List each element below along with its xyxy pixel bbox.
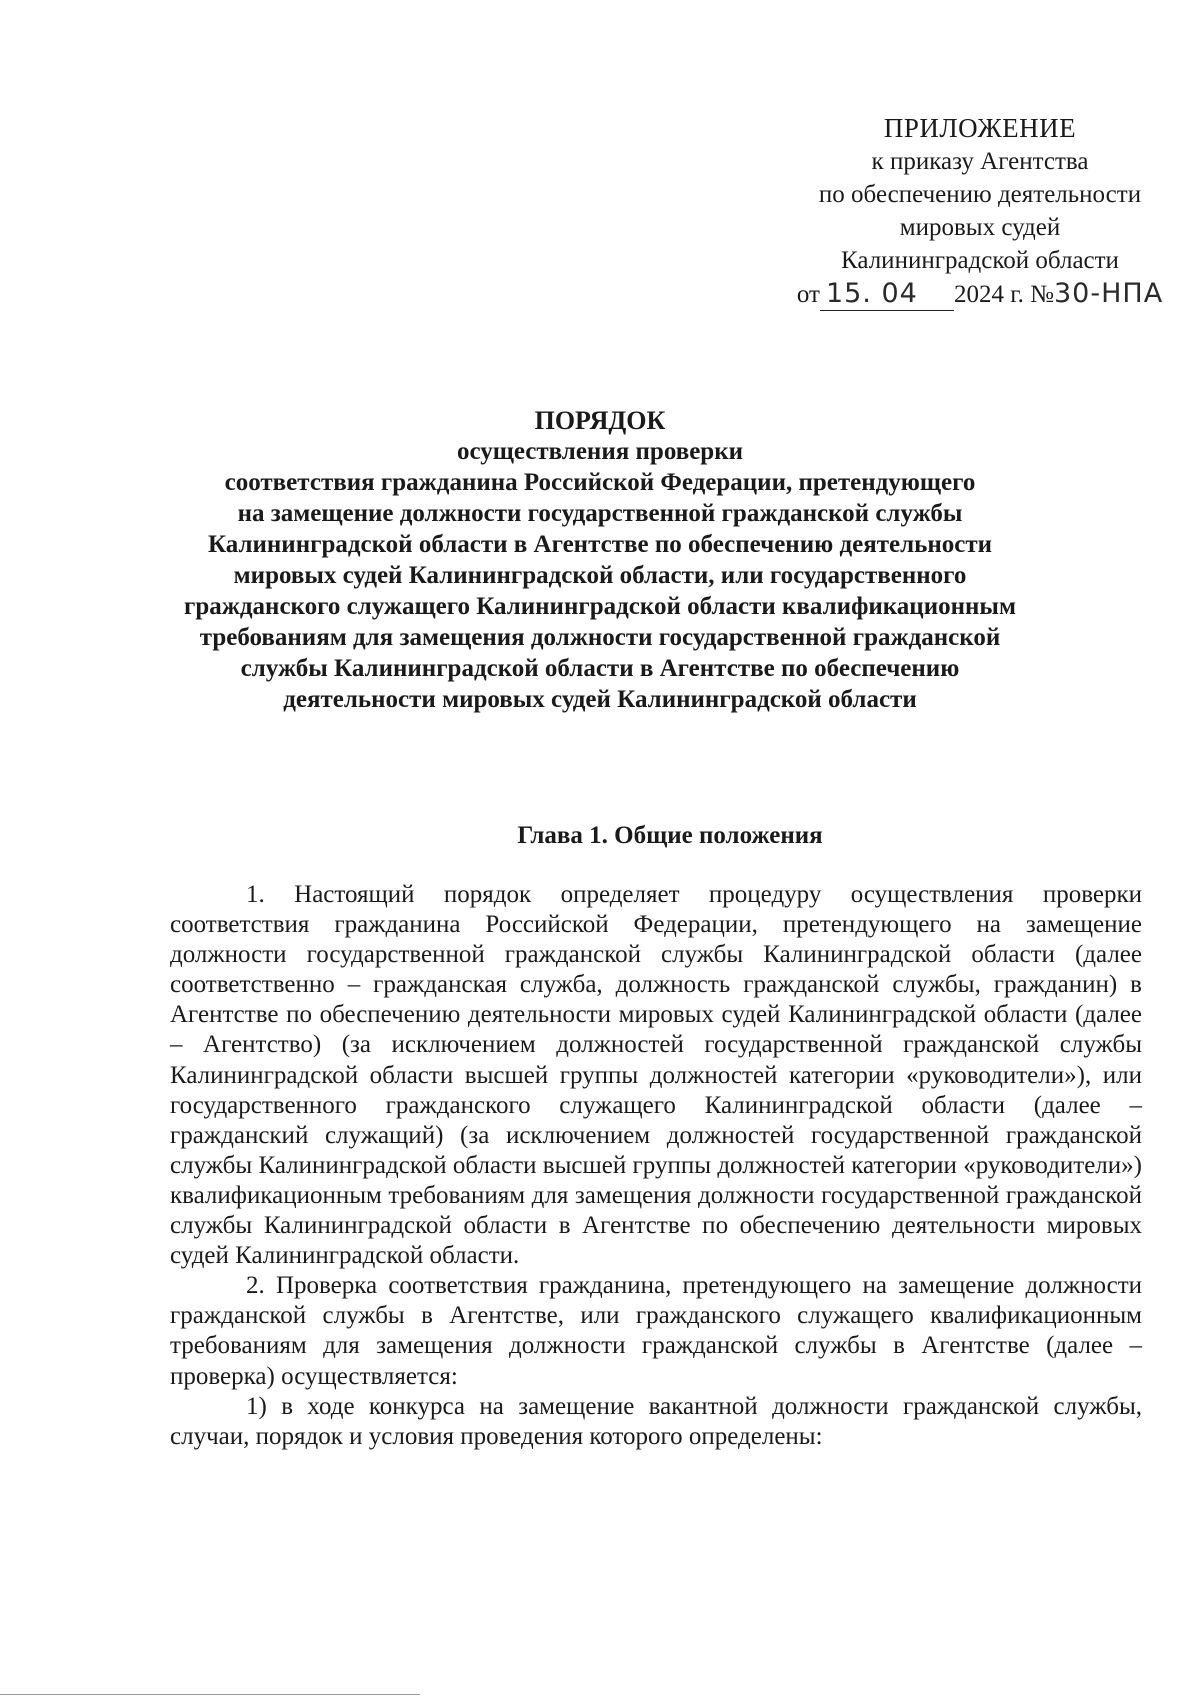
title-line: службы Калининградской области в Агентстве по обеспечению bbox=[240, 655, 960, 682]
date-year: 2024 г. № bbox=[953, 281, 1054, 308]
document-body bbox=[170, 880, 1142, 1452]
title-line: требованиям для замещения должности государственной гражданской bbox=[199, 624, 1001, 651]
paragraph-1: 1. Настоящий порядок определяет процедуру осуществления проверки соответствия гражданина Российской Федерации, претендующего на замещение должности государственной гражданской службы Калининградской области (далее соответственно – гражданская служба, должность гражданской службы, гражданин) в Агентстве по обеспечению деятельности мировых судей Калининградской области (далее – Агентство) (за исключением должностей государственной гражданской службы Калининградской области высшей группы должностей категории «руководители»), или государственного гражданского служащего Калининградской области (далее – гражданский служащий) (за исключением должностей государственной гражданской службы Калининградской области высшей группы должностей категории «руководители») квалификационным требованиям для замещения должности государственной гражданской службы Калининградской области в Агентстве по обеспечению деятельности мировых судей Калининградской области. bbox=[170, 881, 1142, 1270]
order-date-line bbox=[760, 277, 1200, 311]
appendix-header bbox=[760, 112, 1200, 311]
appendix-line-1: к приказу Агентства bbox=[871, 148, 1089, 175]
appendix-line-3: мировых судей bbox=[899, 214, 1061, 241]
paragraph-2: 2. Проверка соответствия гражданина, претендующего на замещение должности гражданской службы в Агентстве, или гражданского служащего квалификационным требованиям для замещения должности гражданской службы в Агентстве (далее – проверка) осуществляется: bbox=[170, 1272, 1142, 1390]
paragraph-item-1: 1) в ходе конкурса на замещение вакантной должности гражданской службы, случаи, порядок и условия проведения которого определены: bbox=[170, 1392, 1142, 1450]
title-line: соответствия гражданина Российской Федерации, претендующего bbox=[224, 469, 976, 496]
chapter-heading: Глава 1. Общие положения bbox=[517, 822, 823, 849]
title-line: осуществления проверки bbox=[456, 438, 744, 465]
title-line: гражданского служащего Калининградской области квалификационным bbox=[184, 593, 1016, 620]
date-prefix: от bbox=[796, 281, 820, 308]
appendix-title: ПРИЛОЖЕНИЕ bbox=[883, 113, 1077, 143]
footer-divider bbox=[0, 1694, 420, 1695]
appendix-line-2: по обеспечению деятельности bbox=[818, 181, 1142, 208]
title-line: деятельности мировых судей Калининградской области bbox=[283, 686, 917, 713]
title-line: на замещение должности государственной гражданской службы bbox=[237, 500, 963, 527]
title-main: ПОРЯДОК bbox=[534, 406, 666, 435]
handwritten-order-number: 30-НПА bbox=[1053, 278, 1164, 309]
handwritten-date: 15. 04 bbox=[820, 277, 954, 311]
document-title bbox=[150, 405, 1050, 715]
title-line: Калининградской области в Агентстве по обеспечению деятельности bbox=[207, 531, 993, 558]
appendix-line-4: Калининградской области bbox=[841, 247, 1119, 274]
title-line: мировых судей Калининградской области, или государственного bbox=[233, 562, 967, 589]
